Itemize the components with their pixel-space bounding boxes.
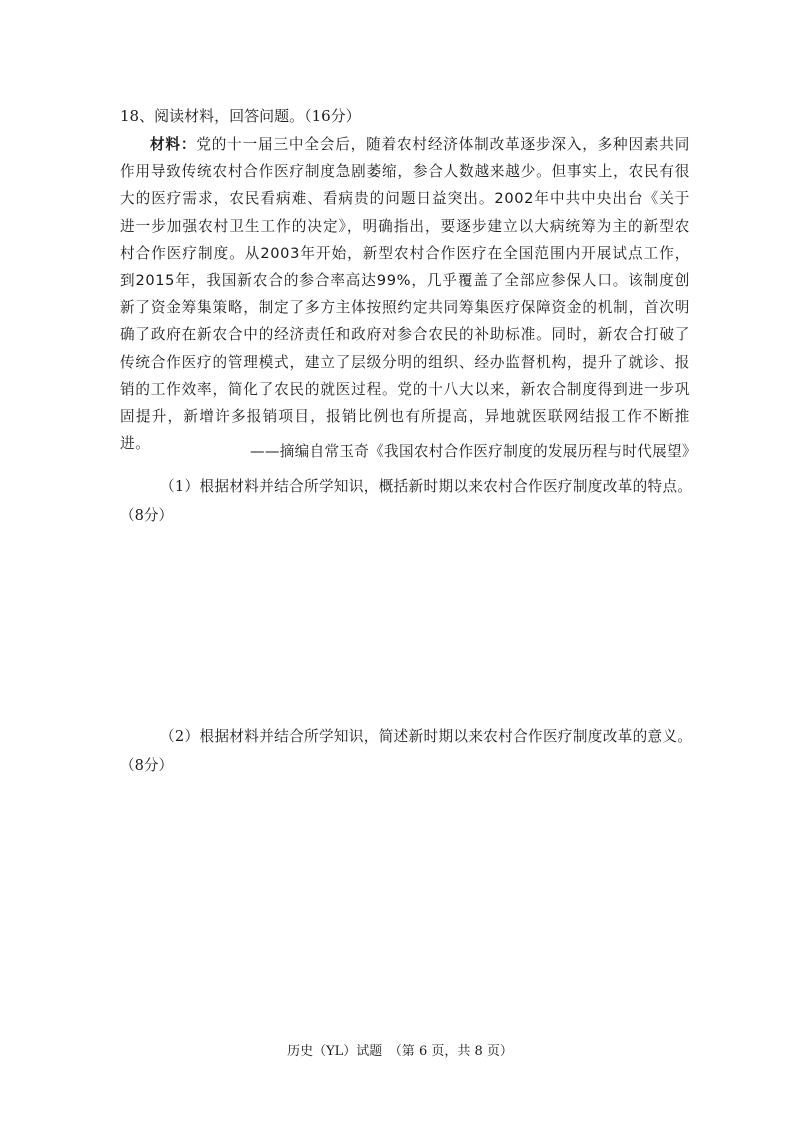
sub-question-1: （1）根据材料并结合所学知识，概括新时期以来农村合作医疗制度改革的特点。（8分） <box>120 478 692 524</box>
material-source: ——摘编自常玉奇《我国农村合作医疗制度的发展历程与时代展望》 <box>250 443 697 460</box>
material-label: 材料： <box>150 136 197 153</box>
material-passage <box>120 131 690 457</box>
question-title: 18、阅读材料，回答问题。（16分） <box>120 107 361 125</box>
material-text: 党的十一届三中全会后，随着农村经济体制改革逐步深入，多种因素共同作用导致传统农村合作医疗制度急剧萎缩，参合人数越来越少。但事实上，农民有很大的医疗需求，农民看病难、看病贵的问题日益突出。2002年中共中央出台《关于进一步加强农村卫生工作的决定》，明确指出，要逐步建立以大病统筹为主的新型农村合作医疗制度。从2003年开始，新型农村合作医疗在全国范围内开展试点工作，到2015年，我国新农合的参合率高达99%，几乎覆盖了全部应参保人口。该制度创新了资金筹集策略，制定了多方主体按照约定共同筹集医疗保障资金的机制，首次明确了政府在新农合中的经济责任和政府对参合农民的补助标准。同时，新农合打破了传统合作医疗的管理模式，建立了层级分明的组织、经办监督机构，提升了就诊、报销的工作效率，简化了农民的就医过程。党的十八大以来，新农合制度得到进一步巩固提升，新增许多报销项目，报销比例也有所提高，异地就医联网结报工作不断推进。 <box>120 136 690 453</box>
page-footer: 历史（YL）试题 （第 6 页，共 8 页） <box>287 1044 513 1059</box>
sub-question-2: （2）根据材料并结合所学知识，简述新时期以来农村合作医疗制度改革的意义。（8分） <box>120 728 692 774</box>
